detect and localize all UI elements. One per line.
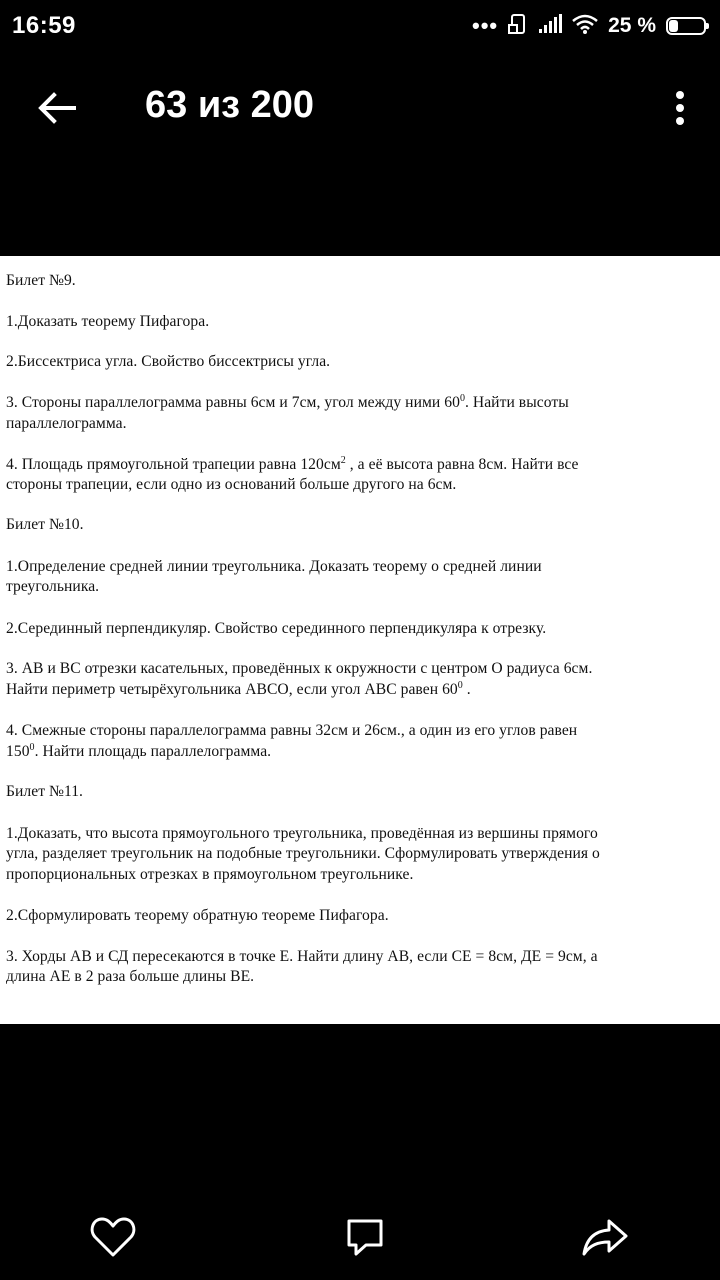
text-segment: 4. Площадь прямоугольной трапеции равна 120см: [6, 456, 341, 473]
battery-percent: 25 %: [608, 14, 656, 37]
share-icon: [581, 1217, 629, 1257]
ticket-10-question-2: 2.Серединный перпендикуляр. Свойство серединного перпендикуляра к отрезку.: [6, 620, 547, 637]
ticket-9-question-3: [6, 394, 569, 412]
back-button[interactable]: [30, 82, 82, 134]
comment-button[interactable]: [338, 1210, 392, 1264]
ticket-9-question-2: 2.Биссектриса угла. Свойство биссектрисы угла.: [6, 353, 331, 370]
comment-icon: [344, 1216, 386, 1258]
text-segment: Найти периметр четырёхугольника АВСО, если угол АВС равен 60: [6, 681, 458, 698]
text-segment: 3. Стороны параллелограмма равны 6см и 7см, угол между ними 60: [6, 394, 460, 411]
text-segment: .: [462, 681, 471, 698]
status-icons: [472, 12, 706, 40]
ticket-11-title: Билет №11.: [6, 783, 84, 800]
text-segment: . Найти площадь параллелограмма.: [34, 743, 272, 760]
page-counter: 63 из 200: [145, 84, 315, 126]
battery-icon: [666, 17, 706, 35]
ticket-11-question-3: 3. Хорды АВ и СД пересекаются в точке Е. Найти длину АВ, если СЕ = 8см, ДЕ = 9см, а: [6, 948, 598, 965]
ticket-10-question-3: 3. АВ и ВС отрезки касательных, проведённых к окружности с центром О радиуса 6см.: [6, 660, 593, 677]
text-segment: , а её высота равна 8см. Найти все: [345, 456, 579, 473]
bottom-action-bar: [0, 1190, 720, 1280]
ticket-10-title: Билет №10.: [6, 516, 84, 533]
status-bar: [0, 0, 720, 52]
ticket-10-question-1-cont: треугольника.: [6, 578, 100, 595]
superscript: 0: [459, 393, 465, 404]
ticket-10-question-3-cont: [6, 681, 471, 699]
signal-icon: [538, 14, 562, 39]
ticket-9-title: Билет №9.: [6, 272, 76, 289]
ticket-11-question-3-cont: длина АЕ в 2 раза больше длины ВЕ.: [6, 968, 255, 985]
ticket-10-question-1: 1.Определение средней линии треугольника. Доказать теорему о средней линии: [6, 558, 542, 575]
superscript: 0: [457, 680, 463, 691]
ticket-9-question-4-cont: стороны трапеции, если одно из оснований больше другого на 6см.: [6, 476, 457, 493]
ticket-9-question-1: 1.Доказать теорему Пифагора.: [6, 313, 210, 330]
like-button[interactable]: [86, 1210, 140, 1264]
ticket-10-question-4-cont: [6, 743, 271, 761]
superscript: 0: [29, 742, 35, 753]
ticket-9-question-3-cont: параллелограмма.: [6, 415, 127, 432]
notification-dots-icon: •••: [472, 13, 499, 38]
ticket-11-question-2: 2.Сформулировать теорему обратную теореме Пифагора.: [6, 907, 389, 924]
battery-level: [669, 20, 678, 32]
heart-icon: [90, 1216, 136, 1258]
superscript: 2: [340, 455, 346, 466]
ticket-11-question-1-cont2: пропорциональных отрезках в прямоугольном треугольнике.: [6, 866, 414, 883]
ticket-9-question-4: [6, 456, 579, 474]
document-page: [0, 256, 720, 1024]
app-bar: [0, 56, 720, 160]
more-button[interactable]: [660, 80, 700, 136]
ticket-11-question-1: 1.Доказать, что высота прямоугольного треугольника, проведённая из вершины прямого: [6, 825, 598, 842]
ticket-11-question-1-cont: угла, разделяет треугольник на подобные треугольники. Сформулировать утверждения о: [6, 845, 600, 862]
arrow-left-icon: [36, 92, 76, 124]
wifi-icon: [572, 14, 598, 39]
share-button[interactable]: [578, 1210, 632, 1264]
screen-rotate-icon: [508, 13, 528, 40]
text-segment: 150: [6, 743, 30, 760]
more-vertical-icon: [674, 90, 686, 126]
text-segment: . Найти высоты: [465, 394, 569, 411]
status-time: 16:59: [12, 12, 76, 39]
ticket-10-question-4: 4. Смежные стороны параллелограмма равны 32см и 26см., а один из его углов равен: [6, 722, 578, 739]
